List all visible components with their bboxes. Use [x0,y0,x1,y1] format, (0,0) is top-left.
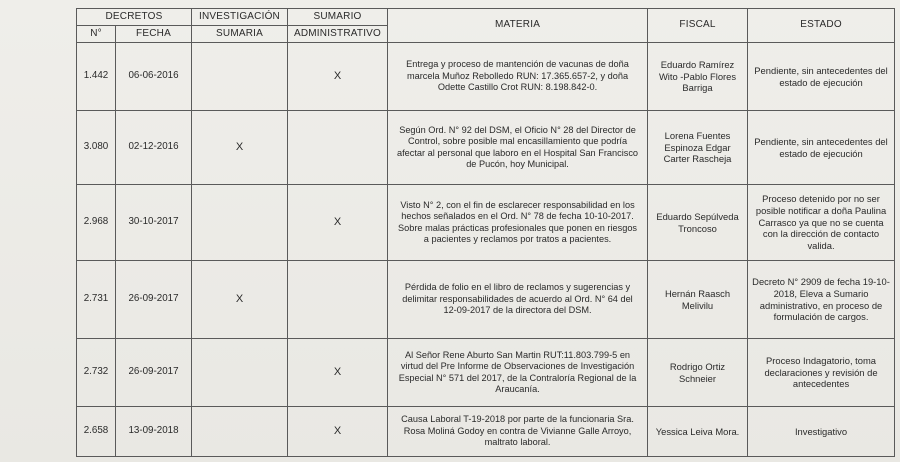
cell-fecha: 26-09-2017 [116,261,192,339]
cell-materia: Según Ord. N° 92 del DSM, el Oficio N° 28 del Director de Control, sobre posible mal encasillamiento que podría afectar al personal que laboro en el Hospital San Francisco de Pucón, hoy Municipal. [388,111,648,185]
cell-fecha: 06-06-2016 [116,43,192,111]
cell-fiscal: Yessica Leiva Mora. [648,407,748,457]
sumarios-table [76,8,895,457]
cell-materia: Visto N° 2, con el fin de esclarecer responsabilidad en los hechos señalados en el Ord. N° 78 de fecha 10-10-2017. Sobre malas prácticas profesionales que ponen en riesgos a pacientes y reclamos por tratos a pacientes. [388,185,648,261]
table-row [77,43,895,111]
cell-fecha: 30-10-2017 [116,185,192,261]
header-sumario: SUMARIO [288,9,388,26]
header-materia: MATERIA [388,9,648,43]
cell-numero: 1.442 [77,43,116,111]
cell-numero: 2.658 [77,407,116,457]
header-investigacion: INVESTIGACIÓN [192,9,288,26]
cell-numero: 2.732 [77,339,116,407]
cell-materia: Al Señor Rene Aburto San Martin RUT:11.803.799-5 en virtud del Pre Informe de Observaciones de Investigación Especial N° 571 del 2017, de la Contraloría Regional de la Araucanía. [388,339,648,407]
cell-estado: Decreto N° 2909 de fecha 19-10-2018, Eleva a Sumario administrativo, en proceso de formulación de cargos. [748,261,895,339]
header-estado: ESTADO [748,9,895,43]
cell-sumaria [192,407,288,457]
cell-fecha: 02-12-2016 [116,111,192,185]
cell-administrativo: X [288,407,388,457]
cell-fiscal: Eduardo Sepúlveda Troncoso [648,185,748,261]
cell-numero: 2.968 [77,185,116,261]
cell-fiscal: Eduardo Ramírez Wito -Pablo Flores Barriga [648,43,748,111]
cell-sumaria [192,43,288,111]
header-sumaria: SUMARIA [192,26,288,43]
cell-estado: Pendiente, sin antecedentes del estado de ejecución [748,111,895,185]
table-row [77,261,895,339]
cell-numero: 2.731 [77,261,116,339]
header-fiscal: FISCAL [648,9,748,43]
cell-fecha: 13-09-2018 [116,407,192,457]
cell-administrativo [288,111,388,185]
cell-sumaria [192,185,288,261]
table-row [77,339,895,407]
header-numero: N° [77,26,116,43]
cell-fiscal: Hernán Raasch Melivilu [648,261,748,339]
cell-materia: Pérdida de folio en el libro de reclamos y sugerencias y delimitar responsabilidades de acuerdo al Ord. N° 64 del 12-09-2017 de la directora del DSM. [388,261,648,339]
cell-sumaria [192,339,288,407]
cell-materia: Causa Laboral T-19-2018 por parte de la funcionaria Sra. Rosa Moliná Godoy en contra de Vivianne Galle Arroyo, maltrato laboral. [388,407,648,457]
cell-materia: Entrega y proceso de mantención de vacunas de doña marcela Muñoz Rebolledo RUN: 17.365.657-2, y doña Odette Castillo Crot RUN: 8.198.842-0. [388,43,648,111]
cell-administrativo [288,261,388,339]
cell-administrativo: X [288,43,388,111]
cell-fiscal: Lorena Fuentes Espinoza Edgar Carter Rascheja [648,111,748,185]
cell-estado: Proceso Indagatorio, toma declaraciones y revisión de antecedentes [748,339,895,407]
cell-estado: Investigativo [748,407,895,457]
cell-fiscal: Rodrigo Ortiz Schneier [648,339,748,407]
cell-sumaria: X [192,111,288,185]
table-row [77,407,895,457]
cell-administrativo: X [288,185,388,261]
cell-sumaria: X [192,261,288,339]
cell-numero: 3.080 [77,111,116,185]
header-administrativo: ADMINISTRATIVO [288,26,388,43]
header-decretos: DECRETOS [77,9,192,26]
table-row [77,185,895,261]
header-fecha: FECHA [116,26,192,43]
cell-estado: Proceso detenido por no ser posible notificar a doña Paulina Carrasco ya que no se cuenta con la dirección de contacto valida. [748,185,895,261]
cell-estado: Pendiente, sin antecedentes del estado de ejecución [748,43,895,111]
table-row [77,111,895,185]
cell-fecha: 26-09-2017 [116,339,192,407]
cell-administrativo: X [288,339,388,407]
